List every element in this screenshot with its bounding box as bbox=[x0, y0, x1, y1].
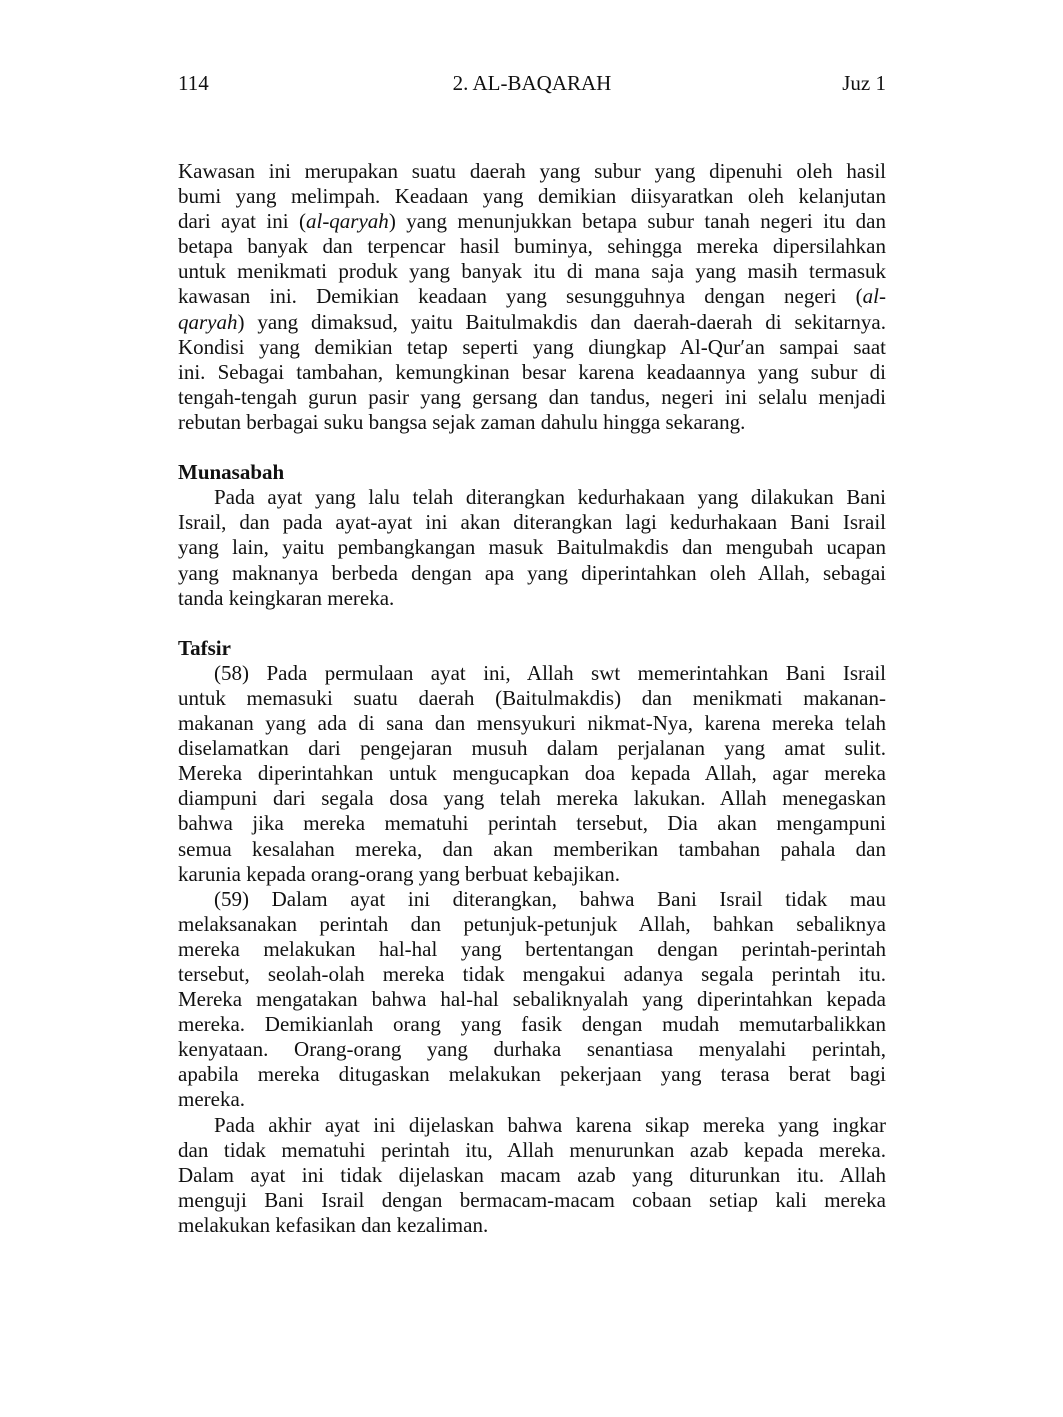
text-line bbox=[178, 1213, 886, 1238]
text: Mereka mengatakan bahwa hal-hal sebaliknyalah yang diperintahkan kepada bbox=[178, 987, 886, 1012]
text: (59) Dalam ayat ini diterangkan, bahwa Bani Israil tidak mau bbox=[214, 886, 886, 911]
text-line bbox=[178, 786, 886, 811]
text-line bbox=[178, 159, 886, 184]
text-line bbox=[178, 1163, 886, 1188]
italic-text: qaryah bbox=[178, 309, 238, 334]
text: Kondisi yang demikian tetap seperti yang diungkap Al-Qur′an sampai saat bbox=[178, 334, 886, 359]
text-line bbox=[178, 234, 886, 259]
text-line bbox=[178, 385, 886, 410]
text-line bbox=[178, 1062, 886, 1087]
text: Mereka diperintahkan untuk mengucapkan doa kepada Allah, agar mereka bbox=[178, 761, 886, 786]
text-line bbox=[178, 1138, 886, 1163]
text-line bbox=[178, 962, 886, 987]
text: Pada akhir ayat ini dijelaskan bahwa karena sikap mereka yang ingkar bbox=[214, 1112, 886, 1137]
text-line bbox=[178, 1012, 886, 1037]
text-line bbox=[178, 736, 886, 761]
text: untuk memasuki suatu daerah (Baitulmakdis) dan menikmati makanan- bbox=[178, 685, 886, 710]
text: yang maknanya berbeda dengan apa yang diperintahkan oleh Allah, sebagai bbox=[178, 560, 886, 585]
text-line bbox=[178, 761, 886, 786]
text: Dalam ayat ini tidak dijelaskan macam azab yang diturunkan itu. Allah bbox=[178, 1162, 886, 1187]
text-line bbox=[178, 310, 886, 335]
text-line bbox=[178, 410, 886, 435]
page-number: 114 bbox=[178, 71, 209, 95]
text: mereka melakukan hal-hal yang bertentangan dengan perintah-perintah bbox=[178, 936, 886, 961]
text-line bbox=[178, 510, 886, 535]
text-line bbox=[178, 1037, 886, 1062]
text: tersebut, seolah-olah mereka tidak mengakui adanya segala perintah itu. bbox=[178, 962, 886, 986]
text: apabila mereka ditugaskan melakukan pekerjaan yang terasa berat bagi bbox=[178, 1062, 886, 1087]
paragraph bbox=[178, 1113, 886, 1238]
text-line bbox=[178, 209, 886, 234]
text-line bbox=[178, 586, 886, 611]
section-heading: Munasabah bbox=[178, 460, 285, 485]
text: Israil, dan pada ayat-ayat ini akan diterangkan lagi kedurhakaan Bani Israil bbox=[178, 510, 886, 535]
text: diampuni dari segala dosa yang telah mereka lakukan. Allah menegaskan bbox=[178, 786, 886, 811]
text: menguji Bani Israil dengan bermacam-macam cobaan setiap kali mereka bbox=[178, 1187, 886, 1212]
text-line bbox=[178, 686, 886, 711]
text: Pada ayat yang lalu telah diterangkan kedurhakaan yang dilakukan Bani bbox=[214, 485, 886, 510]
text: (58) Pada permulaan ayat ini, Allah swt memerintahkan Bani Israil bbox=[214, 660, 886, 685]
text: melaksanakan perintah dan petunjuk-petunjuk Allah, bahkan sebaliknya bbox=[178, 911, 886, 936]
text: untuk menikmati produk yang banyak itu di mana saja yang masih termasuk bbox=[178, 259, 886, 284]
text-line bbox=[178, 485, 886, 510]
paragraph bbox=[178, 887, 886, 1113]
text-line bbox=[178, 661, 886, 686]
text: makanan yang ada di sana dan mensyukuri nikmat-Nya, karena mereka telah bbox=[178, 711, 886, 736]
text-line bbox=[178, 1113, 886, 1138]
text-line bbox=[178, 862, 886, 887]
text: dari ayat ini ( bbox=[178, 209, 306, 234]
text: bahwa jika mereka mematuhi perintah tersebut, Dia akan mengampuni bbox=[178, 811, 886, 836]
text-line bbox=[178, 887, 886, 912]
text: tengah-tengah gurun pasir yang gersang dan tandus, negeri ini selalu menjadi bbox=[178, 384, 886, 409]
paragraph bbox=[178, 485, 886, 610]
text: dan tidak mematuhi perintah itu, Allah menurunkan azab kepada mereka. bbox=[178, 1137, 886, 1162]
text: ) yang dimaksud, yaitu Baitulmakdis dan daerah-daerah di sekitarnya. bbox=[237, 309, 886, 334]
text-line bbox=[178, 184, 886, 209]
text: ) yang menunjukkan betapa subur tanah negeri itu dan bbox=[388, 209, 886, 234]
text-line bbox=[178, 1087, 886, 1112]
section-heading: Tafsir bbox=[178, 635, 231, 660]
text-line bbox=[178, 711, 886, 736]
text: karunia kepada orang-orang yang berbuat kebajikan. bbox=[178, 861, 620, 886]
text: diselamatkan dari pengejaran musuh dalam perjalanan yang amat sulit. bbox=[178, 736, 886, 761]
page-body bbox=[178, 159, 886, 1238]
text-line bbox=[178, 811, 886, 836]
text: tanda keingkaran mereka. bbox=[178, 585, 395, 610]
text-line bbox=[178, 912, 886, 937]
text-line bbox=[178, 837, 886, 862]
chapter-title: 2. AL-BAQARAH bbox=[452, 71, 612, 95]
page-header bbox=[178, 71, 886, 99]
text-line bbox=[178, 259, 886, 284]
text-line bbox=[178, 937, 886, 962]
text-line bbox=[178, 561, 886, 586]
text-line bbox=[178, 335, 886, 360]
italic-text: al-qaryah bbox=[305, 209, 389, 234]
text-line bbox=[178, 360, 886, 385]
text: kenyataan. Orang-orang yang durhaka senantiasa menyalahi perintah, bbox=[178, 1037, 886, 1062]
paragraph bbox=[178, 159, 886, 435]
juz-label: Juz 1 bbox=[842, 71, 886, 95]
italic-text: al- bbox=[862, 284, 886, 309]
text: bumi yang melimpah. Keadaan yang demikian diisyaratkan oleh kelanjutan bbox=[178, 184, 886, 209]
text: mereka. bbox=[178, 1087, 246, 1112]
text: ini. Sebagai tambahan, kemungkinan besar karena keadaannya yang subur di bbox=[178, 359, 886, 384]
text-line bbox=[178, 987, 886, 1012]
text-line bbox=[178, 535, 886, 560]
text: melakukan kefasikan dan kezaliman. bbox=[178, 1212, 489, 1237]
paragraph bbox=[178, 661, 886, 887]
text: mereka. Demikianlah orang yang fasik dengan mudah memutarbalikkan bbox=[178, 1012, 886, 1037]
text: rebutan berbagai suku bangsa sejak zaman dahulu hingga sekarang. bbox=[178, 409, 746, 434]
text: semua kesalahan mereka, dan akan memberikan tambahan pahala dan bbox=[178, 836, 886, 861]
text: Kawasan ini merupakan suatu daerah yang subur yang dipenuhi oleh hasil bbox=[178, 159, 886, 183]
text-line bbox=[178, 1188, 886, 1213]
text-line bbox=[178, 284, 886, 309]
text: yang lain, yaitu pembangkangan masuk Baitulmakdis dan mengubah ucapan bbox=[178, 535, 886, 560]
text: kawasan ini. Demikian keadaan yang sesungguhnya dengan negeri ( bbox=[178, 284, 863, 309]
text: betapa banyak dan terpencar hasil buminya, sehingga mereka dipersilahkan bbox=[178, 234, 886, 259]
